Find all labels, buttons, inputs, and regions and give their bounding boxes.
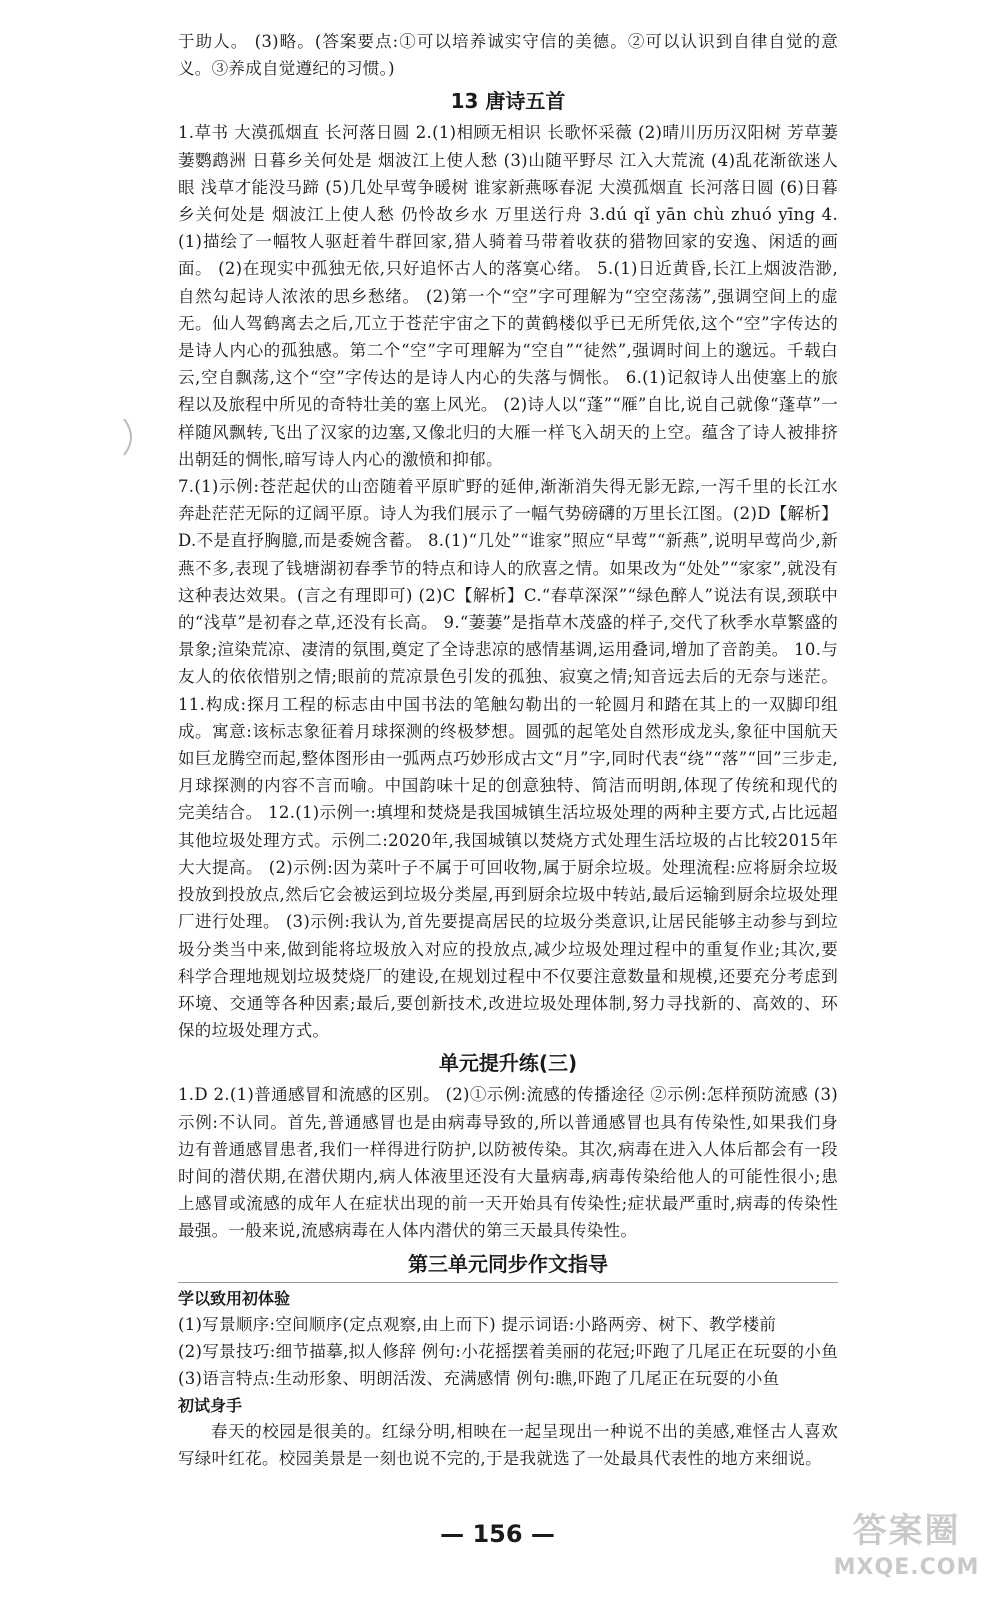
watermark-logo [824, 1509, 989, 1594]
answer-paragraph: 1.草书 大漠孤烟直 长河落日圆 2.(1)相顾无相识 长歌怀采薇 (2)晴川历历汉阳树 芳草萋萋鹦鹉洲 日暮乡关何处是 烟波江上使人愁 (3)山随平野尽 江入大荒流 (4)乱花渐欲迷人眼 浅草才能没马蹄 (5)几处早莺争暖树 谁家新燕啄春泥 大漠孤烟直 长河落日圆 (6)日暮乡关何处是 烟波江上使人愁 仍怜故乡水 万里送行舟 3.dú qǐ yān chù zhuó yīng 4.(1)描绘了一幅牧人驱赶着牛群回家,猎人骑着马带着收获的猎物回家的安逸、闲适的画面。 (2)在现实中孤独无依,只好追怀古人的落寞心绪。 5.(1)日近黄昏,长江上烟波浩渺,自然勾起诗人浓浓的思乡愁绪。 (2)第一个“空”字可理解为“空空荡荡”,强调空间上的虚无。仙人驾鹤离去之后,兀立于苍茫宇宙之下的黄鹤楼似乎已无所凭依,这个“空”字传达的是诗人内心的孤独感。第二个“空”字可理解为“空自”“徒然”,强调时间上的邈远。千载白云,空自飘荡,这个“空”字传达的是诗人内心的失落与惆怅。 6.(1)记叙诗人出使塞上的旅程以及旅程中所见的奇特壮美的塞上风光。 (2)诗人以“蓬”“雁”自比,说自己就像“蓬草”一样随风飘转,飞出了汉家的边塞,又像北归的大雁一样飞入胡天的上空。蕴含了诗人被排挤出朝廷的惆怅,暗写诗人内心的激愤和抑郁。 [178, 123, 838, 469]
subsection-heading: 初试身手 [178, 1396, 243, 1416]
section-heading: 单元提升练(三) [438, 1051, 578, 1076]
margin-bracket-mark [120, 415, 142, 459]
answer-paragraph: (2)写景技巧:细节描摹,拟人修辞 例句:小花摇摆着美丽的花冠;吓跑了几尾正在玩耍的小鱼 (3)语言特点:生动形象、明朗活泼、充满感情 例句:瞧,吓跑了几尾正在玩耍的小鱼 [178, 1341, 838, 1388]
watermark-text-en: MXQE.COM [833, 1555, 980, 1580]
section-heading: 13 唐诗五首 [450, 89, 566, 114]
answer-paragraph: 1.D 2.(1)普通感冒和流感的区别。 (2)①示例:流感的传播途径 ②示例:怎样预防流感 (3)示例:不认同。首先,普通感冒也是由病毒导致的,所以普通感冒也具有传染性,如果我们身边有普通感冒患者,我们一样得进行防护,以防被传染。其次,病毒在进入人体后都会有一段时间的潜伏期,在潜伏期内,病人体液里还没有大量病毒,病毒传染给他人的可能性很小;患上感冒或流感的成年人在症状出现的前一天开始具有传染性;症状最严重时,病毒的传染性最强。一般来说,流感病毒在人体内潜伏的第三天最具传染性。 [178, 1085, 838, 1241]
answer-paragraph: 于助人。 (3)略。(答案要点:①可以培养诚实守信的美德。②可以认识到自律自觉的意义。③养成自觉遵纪的习惯。) [178, 32, 838, 79]
page-content [178, 28, 838, 1473]
answer-paragraph: 7.(1)示例:苍茫起伏的山峦随着平原旷野的延伸,渐渐消失得无影无踪,一泻千里的长江水奔赴茫茫无际的辽阔平原。诗人为我们展示了一幅气势磅礴的万里长江图。(2)D【解析】D.不是直抒胸臆,而是委婉含蓄。 8.(1)“几处”“谁家”照应“早莺”“新燕”,说明早莺尚少,新燕不多,表现了钱塘湖初春季节的特点和诗人的欣喜之情。如果改为“处处”“家家”,就没有这种表达效果。(言之有理即可) (2)C【解析】C.“春草深深”“绿色醉人”说法有误,颈联中的“浅草”是初春之草,还没有长高。 9.“萋萋”是指草木茂盛的样子,交代了秋季水草繁盛的景象;渲染荒凉、凄清的氛围,奠定了全诗悲凉的感情基调,运用叠词,增加了音韵美。 10.与友人的依依惜别之情;眼前的荒凉景色引发的孤独、寂寞之情;知音远去后的无奈与迷茫。 11.构成:探月工程的标志由中国书法的笔触勾勒出的一轮圆月和踏在其上的一双脚印组成。寓意:该标志象征着月球探测的终极梦想。圆弧的起笔处自然形成龙头,象征中国航天如巨龙腾空而起,整体图形由一弧两点巧妙形成古文“月”字,同时代表“绕”“落”“回”三步走,月球探测的内容不言而喻。中国韵味十足的创意独特、简洁而明朗,体现了传统和现代的完美结合。 12.(1)示例一:填埋和焚烧是我国城镇生活垃圾处理的两种主要方式,占比远超其他垃圾处理方式。示例二:2020年,我国城镇以焚烧方式处理生活垃圾的占比较2015年大大提高。 (2)示例:因为菜叶子不属于可回收物,属于厨余垃圾。处理流程:应将厨余垃圾投放到投放点,然后它会被运到垃圾分类屋,再到厨余垃圾中转站,最后运输到厨余垃圾处理厂进行处理。 (3)示例:我认为,首先要提高居民的垃圾分类意识,让居民能够主动参与到垃圾分类当中来,做到能将垃圾放入对应的投放点,减少垃圾处理过程中的重复作业;其次,要科学合理地规划垃圾焚烧厂的建设,在规划过程中不仅要注意数量和规模,还要充分考虑到环境、交通等各种因素;最后,要创新技术,改进垃圾处理体制,努力寻找新的、高效的、环保的垃圾处理方式。 [178, 477, 838, 1041]
divider-rule [178, 1282, 838, 1283]
section-heading: 第三单元同步作文指导 [408, 1251, 608, 1276]
answer-paragraph: (1)写景顺序:空间顺序(定点观察,由上而下) 提示词语:小路两旁、树下、教学楼前 [178, 1314, 777, 1334]
subsection-heading: 学以致用初体验 [178, 1288, 291, 1308]
watermark-text-cn: 答案圈 [852, 1511, 961, 1551]
essay-paragraph: 春天的校园是很美的。红绿分明,相映在一起呈现出一种说不出的美感,难怪古人喜欢写绿叶红花。校园美景是一刻也说不完的,于是我就选了一处最具代表性的地方来细说。 [178, 1422, 838, 1469]
page-number: — 156 — [440, 1520, 555, 1548]
